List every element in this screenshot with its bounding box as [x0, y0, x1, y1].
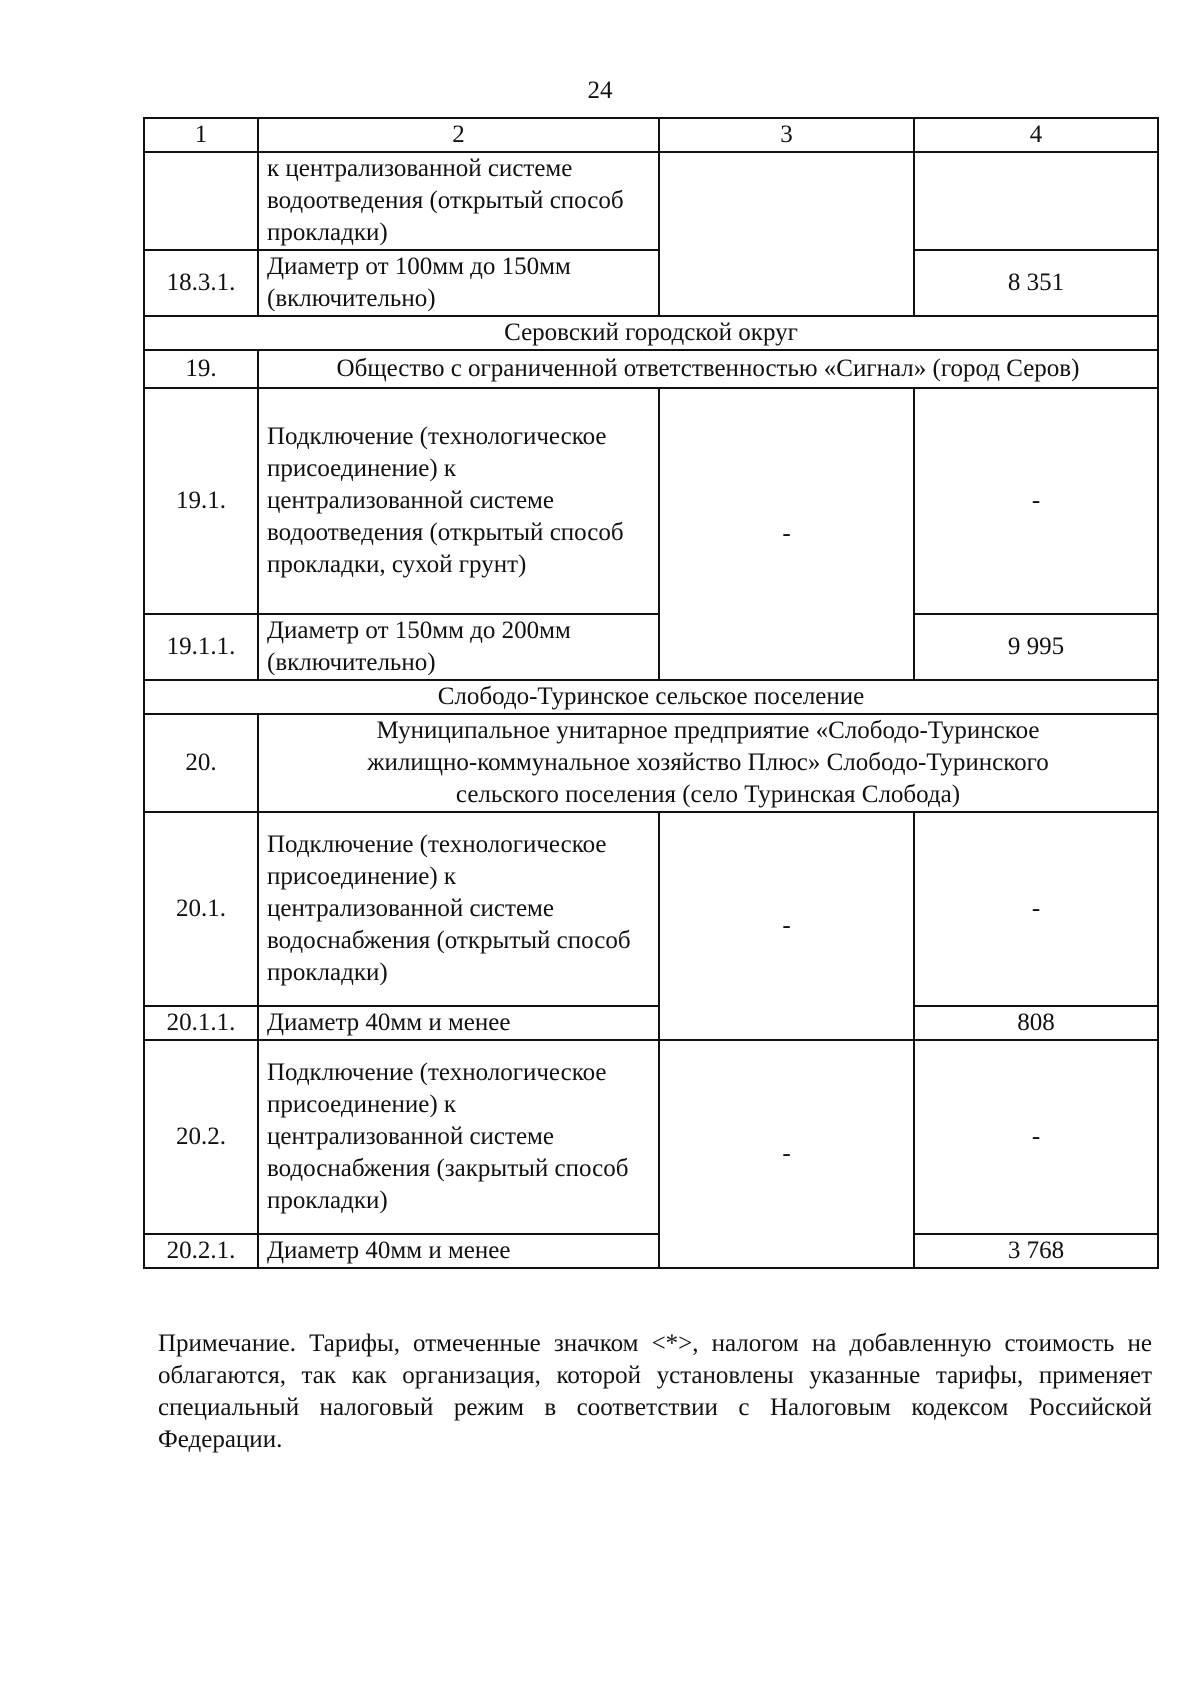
row-value-cell: 9 995: [914, 614, 1158, 680]
organization-row: [144, 350, 1158, 388]
row-number-cell: 18.3.1.: [144, 250, 258, 316]
header-cell-4: 4: [914, 118, 1158, 152]
table-row: [144, 614, 1158, 680]
tariff-table: [143, 117, 1159, 1269]
row-col4-cell: [914, 152, 1158, 250]
table-row: [144, 1234, 1158, 1268]
row-col3-cell: [659, 152, 914, 316]
row-col4-cell: -: [914, 812, 1158, 1006]
row-number-cell: 19.: [144, 350, 258, 388]
header-cell-1: 1: [144, 118, 258, 152]
table-row: [144, 812, 1158, 1006]
footnote: Примечание. Тарифы, отмеченные значком <*>, налогом на добавленную стоимость не облагаются, так как организация, которой установлены указанные тарифы, применяет специальный налоговый режим в соответствии с Налоговым кодексом Российской Федерации.: [158, 1330, 1152, 1453]
row-number-cell: 20.1.: [144, 812, 258, 1006]
row-description-cell: к централизованной системе водоотведения (открытый способ прокладки): [258, 152, 659, 250]
row-number-cell: 20.: [144, 714, 258, 812]
table-row: [144, 388, 1158, 614]
page-number: 24: [587, 77, 613, 104]
row-description-cell: Диаметр от 150мм до 200мм (включительно): [258, 614, 659, 680]
row-col3-cell: -: [659, 812, 914, 1040]
row-number-cell: 19.1.: [144, 388, 258, 614]
section-row: [144, 316, 1158, 350]
organization-name: Муниципальное унитарное предприятие «Слободо-Туринское жилищно-коммунальное хозяйство Плюс» Слободо-Туринского сельского поселения (село Туринская Слобода): [258, 714, 1158, 812]
row-description-cell: Подключение (технологическое присоединение) к централизованной системе водоснабжения (закрытый способ прокладки): [258, 1040, 659, 1234]
section-title: Серовский городской округ: [144, 316, 1158, 350]
row-number-cell: 20.2.: [144, 1040, 258, 1234]
row-col4-cell: -: [914, 1040, 1158, 1234]
row-value-cell: 3 768: [914, 1234, 1158, 1268]
row-number-cell: 20.1.1.: [144, 1006, 258, 1040]
section-row: [144, 680, 1158, 714]
table-row: [144, 1040, 1158, 1234]
row-col4-cell: -: [914, 388, 1158, 614]
organization-row: [144, 714, 1158, 812]
organization-name: Общество с ограниченной ответственностью «Сигнал» (город Серов): [258, 350, 1158, 388]
row-number-cell: 19.1.1.: [144, 614, 258, 680]
table-header-row: [144, 118, 1158, 152]
row-value-cell: 8 351: [914, 250, 1158, 316]
header-cell-2: 2: [258, 118, 659, 152]
table-row: [144, 152, 1158, 250]
row-description-cell: Диаметр 40мм и менее: [258, 1006, 659, 1040]
row-description-cell: Подключение (технологическое присоединение) к централизованной системе водоотведения (открытый способ прокладки, сухой грунт): [258, 388, 659, 614]
section-title: Слободо-Туринское сельское поселение: [144, 680, 1158, 714]
row-description-cell: Диаметр от 100мм до 150мм (включительно): [258, 250, 659, 316]
row-col3-cell: -: [659, 1040, 914, 1268]
row-description-cell: Подключение (технологическое присоединение) к централизованной системе водоснабжения (открытый способ прокладки): [258, 812, 659, 1006]
table-row: [144, 250, 1158, 316]
row-number-cell: [144, 152, 258, 250]
row-number-cell: 20.2.1.: [144, 1234, 258, 1268]
row-col3-cell: -: [659, 388, 914, 680]
row-description-cell: Диаметр 40мм и менее: [258, 1234, 659, 1268]
row-value-cell: 808: [914, 1006, 1158, 1040]
table-row: [144, 1006, 1158, 1040]
header-cell-3: 3: [659, 118, 914, 152]
